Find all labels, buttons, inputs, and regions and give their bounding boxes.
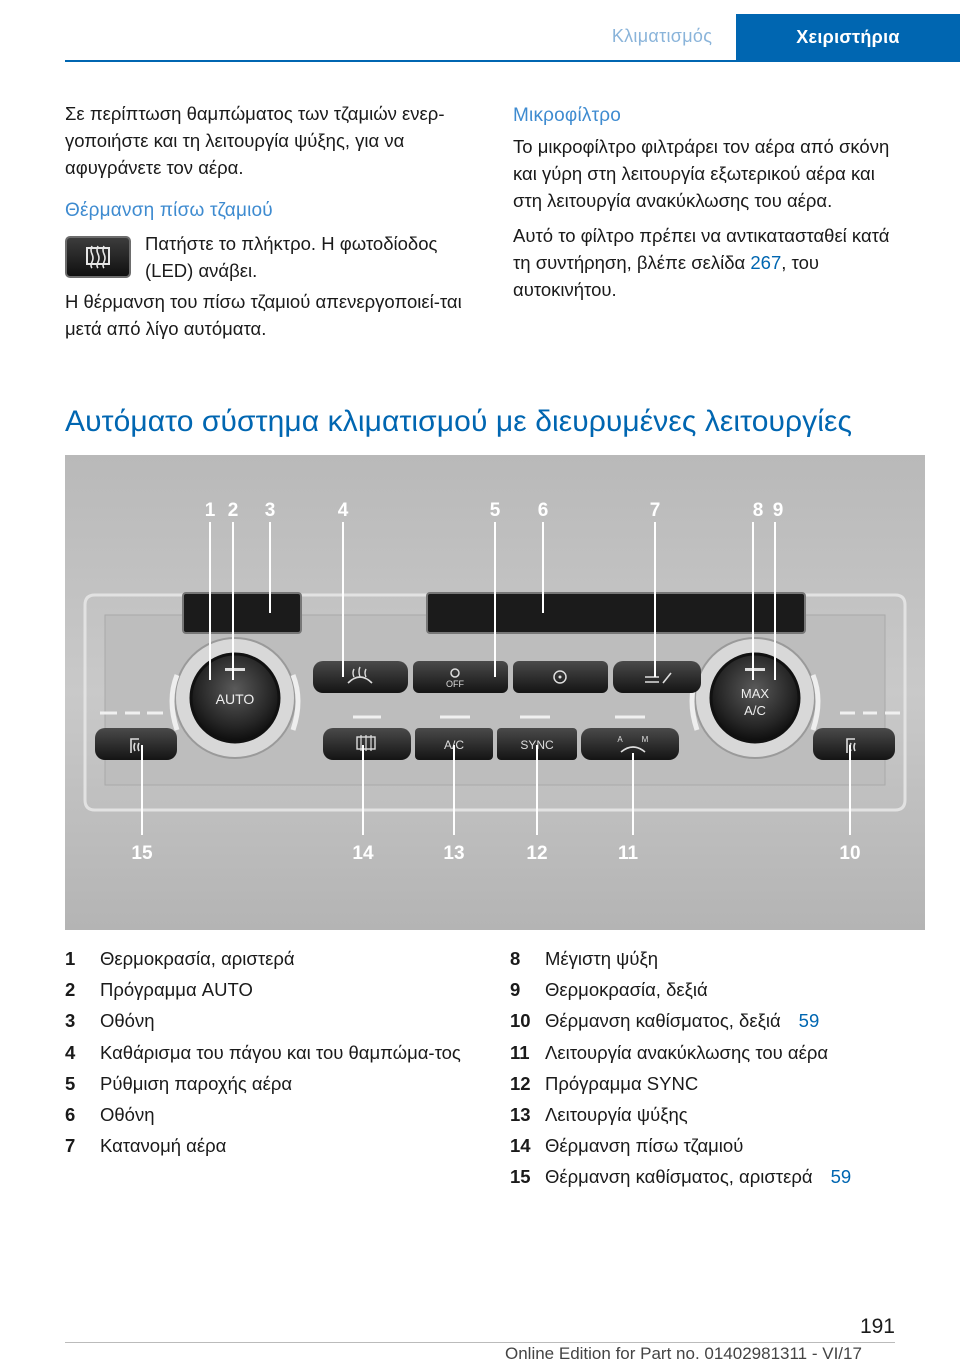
- m-label: M: [641, 735, 649, 744]
- defrost-button[interactable]: [313, 661, 408, 693]
- footer-rule: [65, 1342, 895, 1343]
- legend-item: 13 Λειτουργία ψύξης: [510, 1104, 688, 1126]
- callout-10: 10: [839, 843, 861, 864]
- legend-item: 15 Θέρμανση καθίσματος, αριστερά 59: [510, 1166, 852, 1188]
- callout-3: 3: [264, 500, 276, 521]
- display-left: [183, 593, 301, 633]
- legend-left: [65, 943, 485, 1161]
- legend-item: 4 Καθάρισμα του πάγου και του θαμπώμα-τος: [65, 1041, 461, 1063]
- edition-text: Online Edition for Part no. 01402981311 - VI/17: [505, 1344, 862, 1363]
- legend-item: 1 Θερμοκρασία, αριστερά: [65, 948, 295, 969]
- callout-9: 9: [772, 500, 784, 521]
- seat-heating-right-button[interactable]: [813, 728, 895, 760]
- callout-15: 15: [131, 843, 153, 864]
- temperature-knob-right[interactable]: [695, 638, 815, 758]
- callout-13: 13: [443, 843, 465, 864]
- page-ref-link[interactable]: 59: [798, 1010, 820, 1032]
- legend-item: 7 Κατανομή αέρα: [65, 1135, 227, 1157]
- climate-control-panel-figure: [65, 455, 925, 930]
- callout-11: 11: [617, 843, 639, 864]
- microfilter-paragraph-1: Το μικροφίλτρο φιλτράρει τον αέρα από σκόνη και γύρη στη λειτουργία εξωτερικού αέρα και στη λειτουργία ανακύκλωσης του αέρα.: [513, 136, 890, 211]
- left-column: [65, 100, 480, 358]
- microfilter-heading: Μικροφίλτρο: [513, 105, 622, 126]
- ac-label: A/C: [443, 738, 465, 752]
- chapter-tab[interactable]: Χειριστήρια: [736, 14, 960, 60]
- intro-paragraph: Σε περίπτωση θαμπώματος των τζαμιών ενερ-γοποιήστε και τη λειτουργία ψύξης, για να αφυγράνετε τον αέρα.: [65, 103, 445, 178]
- display-center: [427, 593, 805, 633]
- header-rule: [65, 60, 960, 62]
- page-ref-link[interactable]: 59: [830, 1166, 852, 1188]
- section-tab[interactable]: Κλιματισμός: [611, 26, 713, 46]
- callout-8: 8: [752, 500, 764, 521]
- recirculation-button[interactable]: [581, 728, 679, 760]
- legend-item: 2 Πρόγραμμα AUTO: [65, 979, 253, 1001]
- callout-12: 12: [526, 843, 548, 864]
- fan-off-button[interactable]: [413, 661, 508, 693]
- seat-heating-left-button[interactable]: [95, 728, 177, 760]
- page-header: [0, 0, 960, 62]
- page-number: 191: [859, 1315, 895, 1338]
- callout-5: 5: [489, 500, 501, 521]
- callout-1: 1: [204, 500, 216, 521]
- page-link[interactable]: 267: [750, 252, 782, 273]
- page-footer: [0, 1300, 960, 1362]
- legend-item: 3 Οθόνη: [65, 1010, 155, 1032]
- right-column: [513, 102, 903, 319]
- rear-defrost-button-icon: [65, 236, 131, 278]
- callout-14: 14: [352, 843, 374, 864]
- callout-7: 7: [649, 500, 661, 521]
- microfilter-paragraph-2: Αυτό το φίλτρο πρέπει να αντικατασταθεί κατά τη συντήρηση, βλέπε σελίδα 267, του αυτοκινήτου.: [513, 225, 890, 300]
- max-ac-label: A/C: [744, 703, 766, 718]
- auto-label: AUTO: [215, 691, 255, 707]
- legend-item: 12 Πρόγραμμα SYNC: [510, 1072, 699, 1094]
- section-heading: Αυτόματο σύστημα κλιματισμού με διευρυμένες λειτουργίες: [65, 405, 853, 438]
- legend-item: 9 Θερμοκρασία, δεξιά: [510, 979, 708, 1001]
- callout-2: 2: [227, 500, 239, 521]
- callout-6: 6: [537, 500, 549, 521]
- a-label: A: [617, 735, 623, 744]
- legend-item: 11 Λειτουργία ανακύκλωσης του αέρα: [510, 1041, 829, 1063]
- legend-item: 14 Θέρμανση πίσω τζαμιού: [510, 1135, 744, 1157]
- legend-item: 8 Μέγιστη ψύξη: [510, 948, 659, 969]
- legend-item: 10 Θέρμανση καθίσματος, δεξιά 59: [510, 1010, 820, 1032]
- fan-speed-button[interactable]: [513, 661, 608, 693]
- air-distribution-button[interactable]: [613, 661, 701, 693]
- press-text: Πατήστε το πλήκτρο. Η φωτοδίοδος (LED) ανάβει.: [145, 233, 438, 281]
- sync-label: SYNC: [520, 738, 554, 752]
- legend-item: 6 Οθόνη: [65, 1104, 155, 1126]
- callout-4: 4: [337, 500, 349, 521]
- press-instruction: [65, 230, 480, 284]
- rear-window-heating-button[interactable]: [323, 728, 411, 760]
- legend-item: 5 Ρύθμιση παροχής αέρα: [65, 1072, 293, 1094]
- rear-window-heating-heading: Θέρμανση πίσω τζαμιού: [65, 200, 273, 221]
- auto-off-note: Η θέρμανση του πίσω τζαμιού απενεργοποιεί-ται μετά από λίγο αυτόματα.: [65, 291, 462, 339]
- max-label: MAX: [740, 686, 770, 701]
- temperature-knob-left[interactable]: [175, 638, 295, 758]
- legend-right: [510, 943, 930, 1193]
- off-label: OFF: [446, 679, 464, 689]
